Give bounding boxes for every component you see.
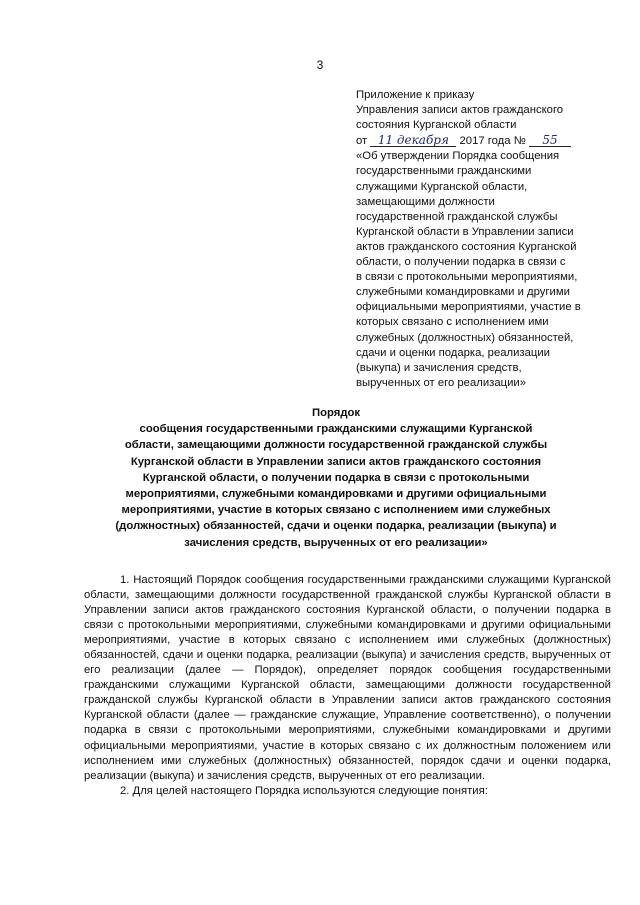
appendix-block [356,88,622,391]
subject-line: государственной гражданской службы [356,210,558,223]
date-prefix: от [356,135,368,148]
subject-line: служащими Курганской области, [356,180,528,193]
subject-line: вырученных от его реализации» [356,376,526,389]
number-blank [529,133,571,147]
subject-line: служебными командировками и другими [356,286,570,299]
subject-line: в связи с протокольными мероприятиями, [356,271,578,284]
paragraph-2: 2. Для целей настоящего Порядка используются следующие понятия: [120,784,488,797]
appendix-line: Управления записи актов гражданского [356,104,564,117]
title-line: (должностных) обязанностей, сдачи и оценки подарка, реализации (выкупа) и [115,520,557,533]
subject-line: служебных (должностных) обязанностей, [356,331,574,344]
order-date-line [356,133,622,149]
handwritten-date: 11 декабря [377,133,449,148]
subject-line: Курганской области в Управлении записи [356,225,574,238]
title-line: мероприятиями, участие в которых связано с исполнением ими служебных [121,504,551,517]
page-number: 3 [316,58,324,72]
subject-line: замещающими должности [356,195,495,208]
title-line: Курганской области, о получении подарка в связи с протокольными [142,471,530,484]
appendix-line: состояния Курганской области [356,119,517,132]
title-heading: Порядок [311,407,361,419]
appendix-line: Приложение к приказу [356,89,475,101]
subject-line: (выкупа) и зачисления средств, [356,361,522,374]
date-blank [370,133,456,147]
paragraph-1: 1. Настоящий Порядок сообщения государственными гражданскими служащими Курганской области, замещающими должности государственной гражданской службы Курганской области в Управлении записи актов гражданского состояния Курганской области, о получении подарка в связи с протокольными мероприятиями, служебными командировками и другими официальными мероприятиями, участие в которых связано с исполнением ими служебных (должностных) обязанностей, сдачи и оценки подарка, реализации (выкупа) и зачисления средств, вырученных от его реализации (далее — Порядок), определяет порядок сообщения государственными гражданскими служащими Курганской области, замещающими должности государственной гражданской службы Курганской области в Управлении записи актов гражданского состояния Курганской области (далее — гражданские служащие, Управление соответственно), о получении подарка в связи с протокольными мероприятиями, служебными командировками и другими официальными мероприятиями, участие в которых связано с их должностным положением или исполнением ими служебных (должностных) обязанностей, порядок сдачи и оценки подарка, реализации (выкупа) и зачисления средств, вырученных от его реализации. [84,574,611,782]
title-line: зачисления средств, вырученных от его реализации» [184,536,488,549]
subject-line: «Об утверждении Порядка сообщения [356,150,560,163]
title-line: мероприятиями, служебными командировками и другими официальными [125,488,547,501]
handwritten-number: 55 [542,133,558,148]
subject-line: официальными мероприятиями, участие в [356,301,581,314]
title-line: области, замещающими должности государственной гражданской службы [124,439,548,452]
document-title [86,405,586,551]
subject-line: которых связано с исполнением ими [356,316,549,329]
subject-line: государственными гражданскими [356,165,532,178]
title-line: Курганской области в Управлении записи актов гражданского состояния [130,455,542,468]
subject-line: актов гражданского состояния Курганской [356,240,577,253]
year-text: 2017 года № [459,135,526,148]
subject-line: сдачи и оценки подарка, реализации [356,346,550,359]
title-line: сообщения государственными гражданскими служащими Курганской [139,423,533,436]
subject-line: области, о получении подарка в связи с [356,256,566,269]
document-body [84,573,611,799]
